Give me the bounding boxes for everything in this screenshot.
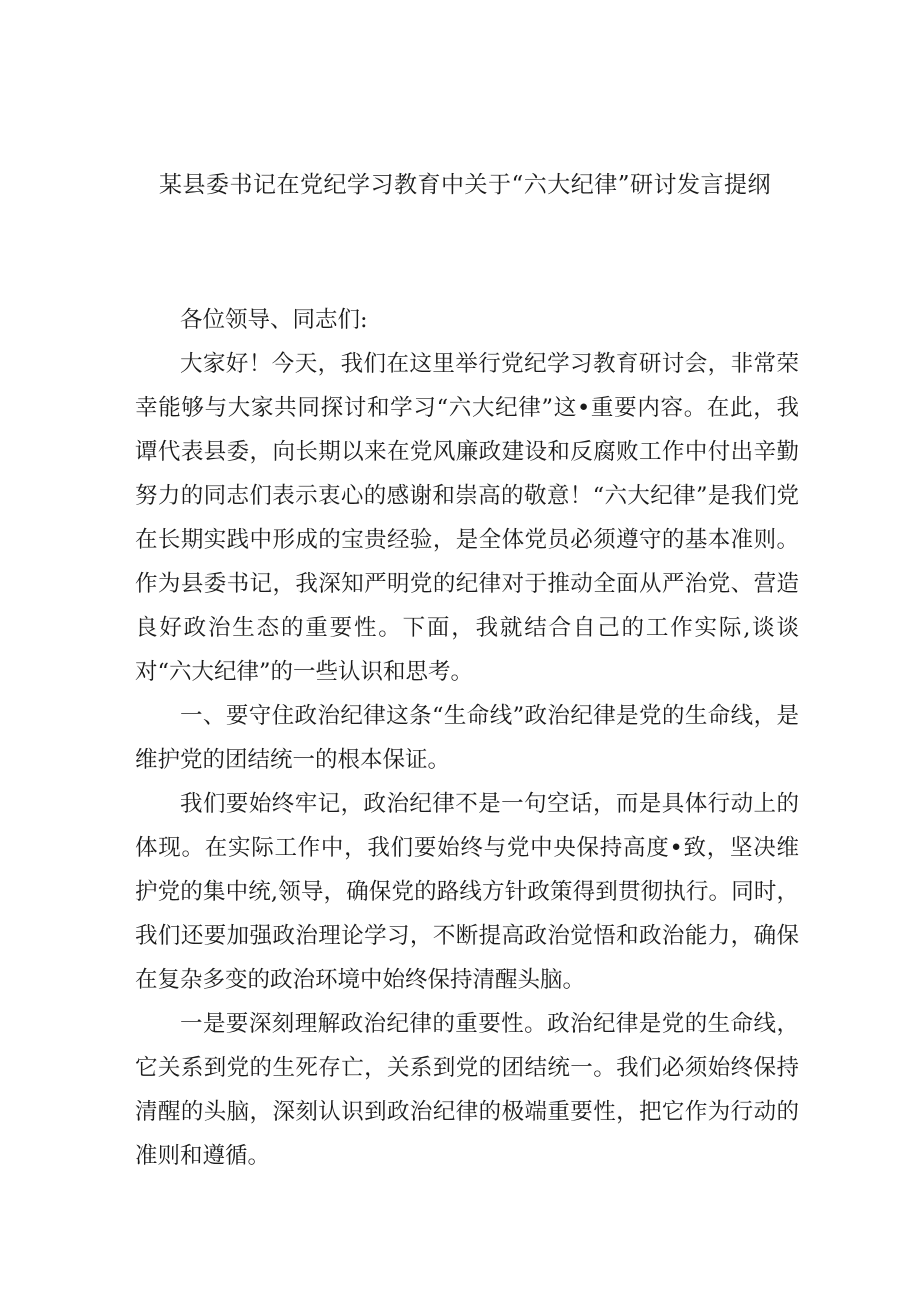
body-paragraph: 我们要始终牢记，政治纪律不是一句空话，而是具体行动上的体现。在实际工作中，我们要始终与党中央保持高度•致，坚决维护党的集中统,领导，确保党的路线方针政策得到贯彻执行。同时，我们还要加强政治理论学习，不断提高政治觉悟和政治能力，确保在复杂多变的政治环境中始终保持清醒头脑。 (135, 791, 799, 993)
section-heading-paragraph: 一、要守住政治纪律这条“生命线”政治纪律是党的生命线，是维护党的团结统一的根本保证。 (135, 703, 799, 773)
body-paragraph: 一是要深刻理解政治纪律的重要性。政治纪律是党的生命线，它关系到党的生死存亡，关系到党的团结统一。我们必须始终保持清醒的头脑，深刻认识到政治纪律的极端重要性，把它作为行动的准则和遵循。 (135, 1011, 799, 1169)
document-title: 某县委书记在党纪学习教育中关于“六大纪律”研讨发言提纲 (158, 172, 772, 198)
document-body (135, 298, 799, 1178)
opening-paragraph: 大家好！今天，我们在这里举行党纪学习教育研讨会，非常荣幸能够与大家共同探讨和学习“六大纪律”这•重要内容。在此，我谭代表县委，向长期以来在党风廉政建设和反腐败工作中付出辛勤努力的同志们表示衷心的感谢和崇高的敬意！“六大纪律”是我们党在长期实践中形成的宝贵经验，是全体党员必须遵守的基本准则。作为县委书记，我深知严明党的纪律对于推动全面从严治党、营造良好政治生态的重要性。下面，我就结合自己的工作实际,谈谈对“六大纪律”的一些认识和思考。 (135, 351, 799, 685)
salutation-paragraph: 各位领导、同志们: (180, 307, 368, 333)
